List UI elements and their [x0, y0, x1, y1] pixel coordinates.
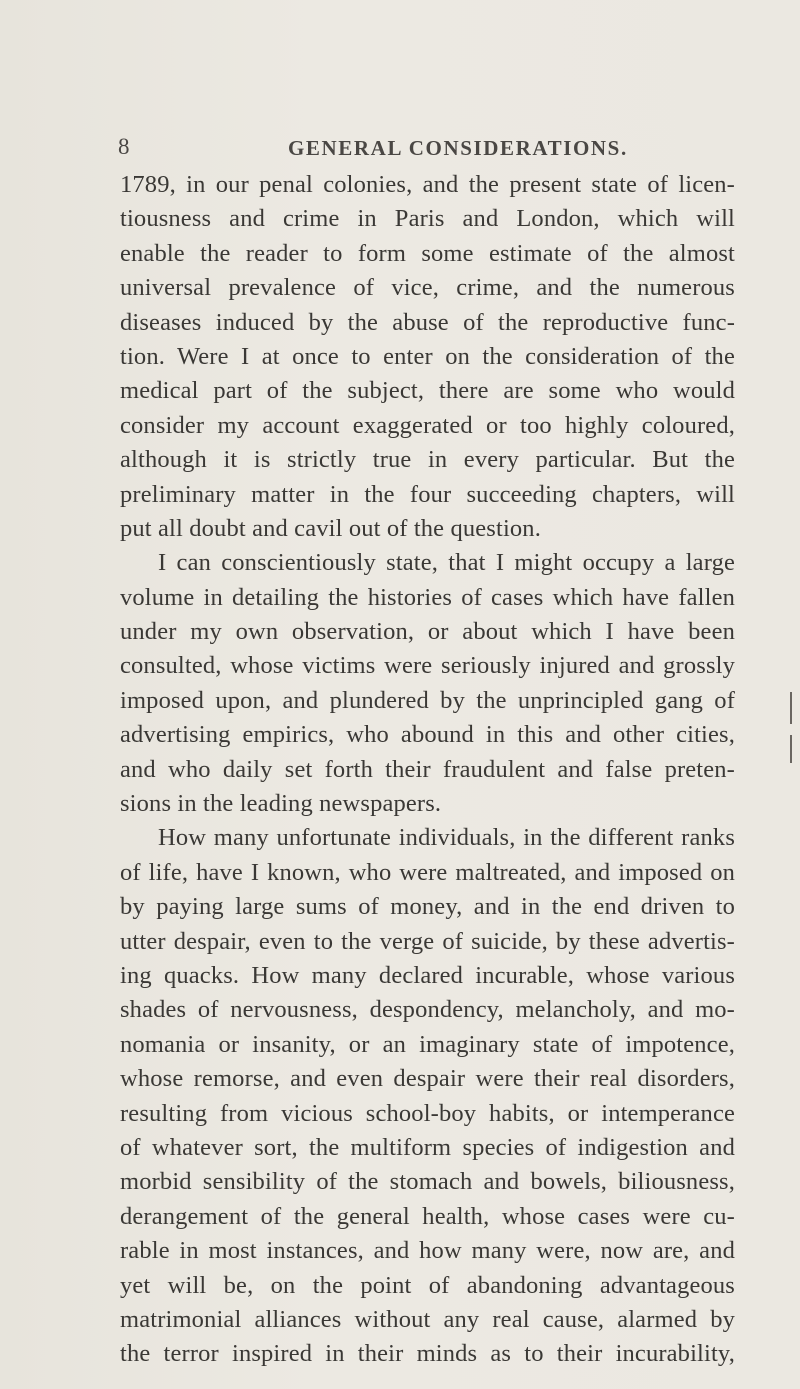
text-line: under my own observation, or about which I have been: [120, 618, 735, 646]
text-line: by paying large sums of money, and in the end driven to: [120, 893, 735, 921]
page-edge-mark: [790, 735, 792, 763]
text-line: consider my account exaggerated or too highly coloured,: [120, 411, 735, 439]
text-line: imposed upon, and plundered by the unprincipled gang of: [120, 686, 735, 714]
page-header: [118, 134, 738, 164]
text-line: medical part of the subject, there are some who would: [120, 377, 735, 405]
text-line: diseases induced by the abuse of the reproductive func-: [120, 308, 735, 336]
body-text: [120, 168, 735, 1372]
text-line: the terror inspired in their minds as to their incurability,: [120, 1340, 735, 1368]
text-line: matrimonial alliances without any real cause, alarmed by: [120, 1305, 735, 1333]
text-line: derangement of the general health, whose cases were cu-: [120, 1202, 735, 1230]
page-number: 8: [118, 134, 130, 159]
text-line: resulting from vicious school-boy habits, or intemperance: [120, 1099, 735, 1127]
text-line: universal prevalence of vice, crime, and the numerous: [120, 274, 735, 302]
text-line: volume in detailing the histories of cases which have fallen: [120, 583, 735, 611]
text-line: tiousness and crime in Paris and London, which will: [120, 205, 735, 233]
text-line: although it is strictly true in every particular. But the: [120, 446, 735, 474]
text-line: morbid sensibility of the stomach and bowels, biliousness,: [120, 1168, 735, 1196]
text-line: consulted, whose victims were seriously injured and grossly: [120, 652, 735, 680]
text-line: of life, have I known, who were maltreated, and imposed on: [120, 858, 735, 886]
text-line: shades of nervousness, despondency, melancholy, and mo-: [120, 996, 735, 1024]
running-head: GENERAL CONSIDERATIONS.: [288, 136, 628, 160]
text-line: put all doubt and cavil out of the question.: [120, 514, 541, 542]
text-line: 1789, in our penal colonies, and the present state of licen-: [120, 171, 735, 198]
text-line: preliminary matter in the four succeeding chapters, will: [120, 480, 735, 508]
page-edge-mark: [790, 692, 792, 724]
text-line: whose remorse, and even despair were their real disorders,: [120, 1065, 735, 1093]
text-line: of whatever sort, the multiform species of indigestion and: [120, 1133, 735, 1161]
text-line: enable the reader to form some estimate of the almost: [120, 239, 735, 267]
text-line: and who daily set forth their fraudulent and false preten-: [120, 755, 735, 783]
text-line: ing quacks. How many declared incurable, whose various: [120, 961, 735, 989]
text-line: yet will be, on the point of abandoning advantageous: [120, 1271, 735, 1299]
text-line: I can conscientiously state, that I might occupy a large: [158, 549, 735, 577]
text-line: advertising empirics, who abound in this and other cities,: [120, 721, 735, 749]
text-line: utter despair, even to the verge of suicide, by these advertis-: [120, 927, 735, 955]
text-line: sions in the leading newspapers.: [120, 790, 442, 818]
text-line: How many unfortunate individuals, in the different ranks: [158, 824, 735, 852]
text-line: nomania or insanity, or an imaginary state of impotence,: [120, 1030, 735, 1058]
text-line: tion. Were I at once to enter on the consideration of the: [120, 342, 735, 370]
text-line: rable in most instances, and how many were, now are, and: [120, 1237, 735, 1265]
